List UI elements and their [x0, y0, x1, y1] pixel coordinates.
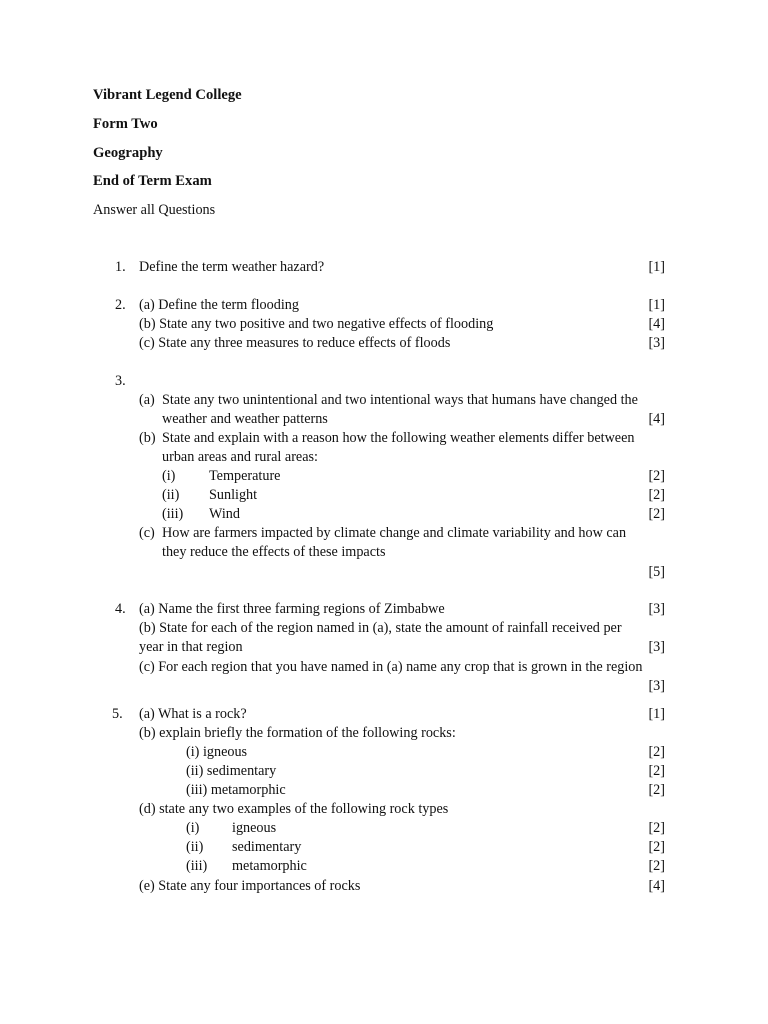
question-text: (a) Define the term flooding	[139, 297, 299, 313]
marks: [1]	[648, 706, 665, 722]
marks: [2]	[648, 506, 665, 522]
question-text: (b) State for each of the region named in (a), state the amount of rainfall received per	[139, 620, 622, 636]
item-text: (ii) sedimentary	[186, 763, 277, 779]
item-number: (i)	[186, 820, 200, 836]
question-text: How are farmers impacted by climate change and climate variability and how can	[162, 525, 627, 541]
question-text: (b) explain briefly the formation of the following rocks:	[139, 725, 456, 741]
question-text: State and explain with a reason how the following weather elements differ between	[162, 430, 635, 446]
sub-label: (b)	[139, 430, 156, 446]
question-text: weather and weather patterns	[162, 411, 328, 427]
marks: [2]	[648, 839, 665, 855]
question-number: 1.	[115, 259, 126, 275]
question-text: (c) State any three measures to reduce effects of floods	[139, 335, 451, 351]
question-text: they reduce the effects of these impacts	[162, 544, 386, 560]
question-number: 4.	[115, 601, 126, 617]
question-text: Define the term weather hazard?	[139, 259, 325, 275]
item-number: (iii)	[186, 858, 208, 874]
question-text: State any two unintentional and two intentional ways that humans have changed the	[162, 392, 638, 408]
question-text: (c) For each region that you have named in (a) name any crop that is grown in the region	[139, 659, 643, 675]
sub-label: (c)	[139, 525, 155, 541]
marks: [1]	[648, 259, 665, 275]
school-name: Vibrant Legend College	[93, 87, 242, 103]
marks: [3]	[648, 601, 665, 617]
question-text: (a) What is a rock?	[139, 706, 247, 722]
item-number: (i)	[162, 468, 176, 484]
marks: [4]	[648, 411, 665, 427]
marks: [3]	[648, 678, 665, 694]
marks: [2]	[648, 744, 665, 760]
item-text: Wind	[209, 506, 240, 522]
marks: [1]	[648, 297, 665, 313]
marks: [4]	[648, 878, 665, 894]
question-number: 3.	[115, 373, 126, 389]
question-number: 2.	[115, 297, 126, 313]
item-text: Temperature	[209, 468, 281, 484]
question-text: (d) state any two examples of the following rock types	[139, 801, 449, 817]
question-text: (e) State any four importances of rocks	[139, 878, 361, 894]
item-text: metamorphic	[232, 858, 307, 874]
marks: [3]	[648, 335, 665, 351]
question-text: urban areas and rural areas:	[162, 449, 318, 465]
marks: [4]	[648, 316, 665, 332]
marks: [3]	[648, 639, 665, 655]
question-text: year in that region	[139, 639, 243, 655]
item-text: (i) igneous	[186, 744, 248, 760]
item-number: (iii)	[162, 506, 184, 522]
item-number: (ii)	[162, 487, 180, 503]
marks: [2]	[648, 763, 665, 779]
marks: [2]	[648, 820, 665, 836]
exam-title: End of Term Exam	[93, 173, 212, 189]
marks: [2]	[648, 487, 665, 503]
marks: [2]	[648, 858, 665, 874]
item-number: (ii)	[186, 839, 204, 855]
question-text: (b) State any two positive and two negative effects of flooding	[139, 316, 494, 332]
marks: [2]	[648, 782, 665, 798]
subject-title: Geography	[93, 145, 163, 161]
exam-instruction: Answer all Questions	[93, 202, 216, 218]
question-number: 5.	[112, 706, 123, 722]
question-text: (a) Name the first three farming regions of Zimbabwe	[139, 601, 445, 617]
item-text: (iii) metamorphic	[186, 782, 286, 798]
form-level: Form Two	[93, 116, 158, 132]
item-text: sedimentary	[232, 839, 302, 855]
sub-label: (a)	[139, 392, 155, 408]
marks: [5]	[648, 564, 665, 580]
marks: [2]	[648, 468, 665, 484]
item-text: Sunlight	[209, 487, 258, 503]
item-text: igneous	[232, 820, 277, 836]
